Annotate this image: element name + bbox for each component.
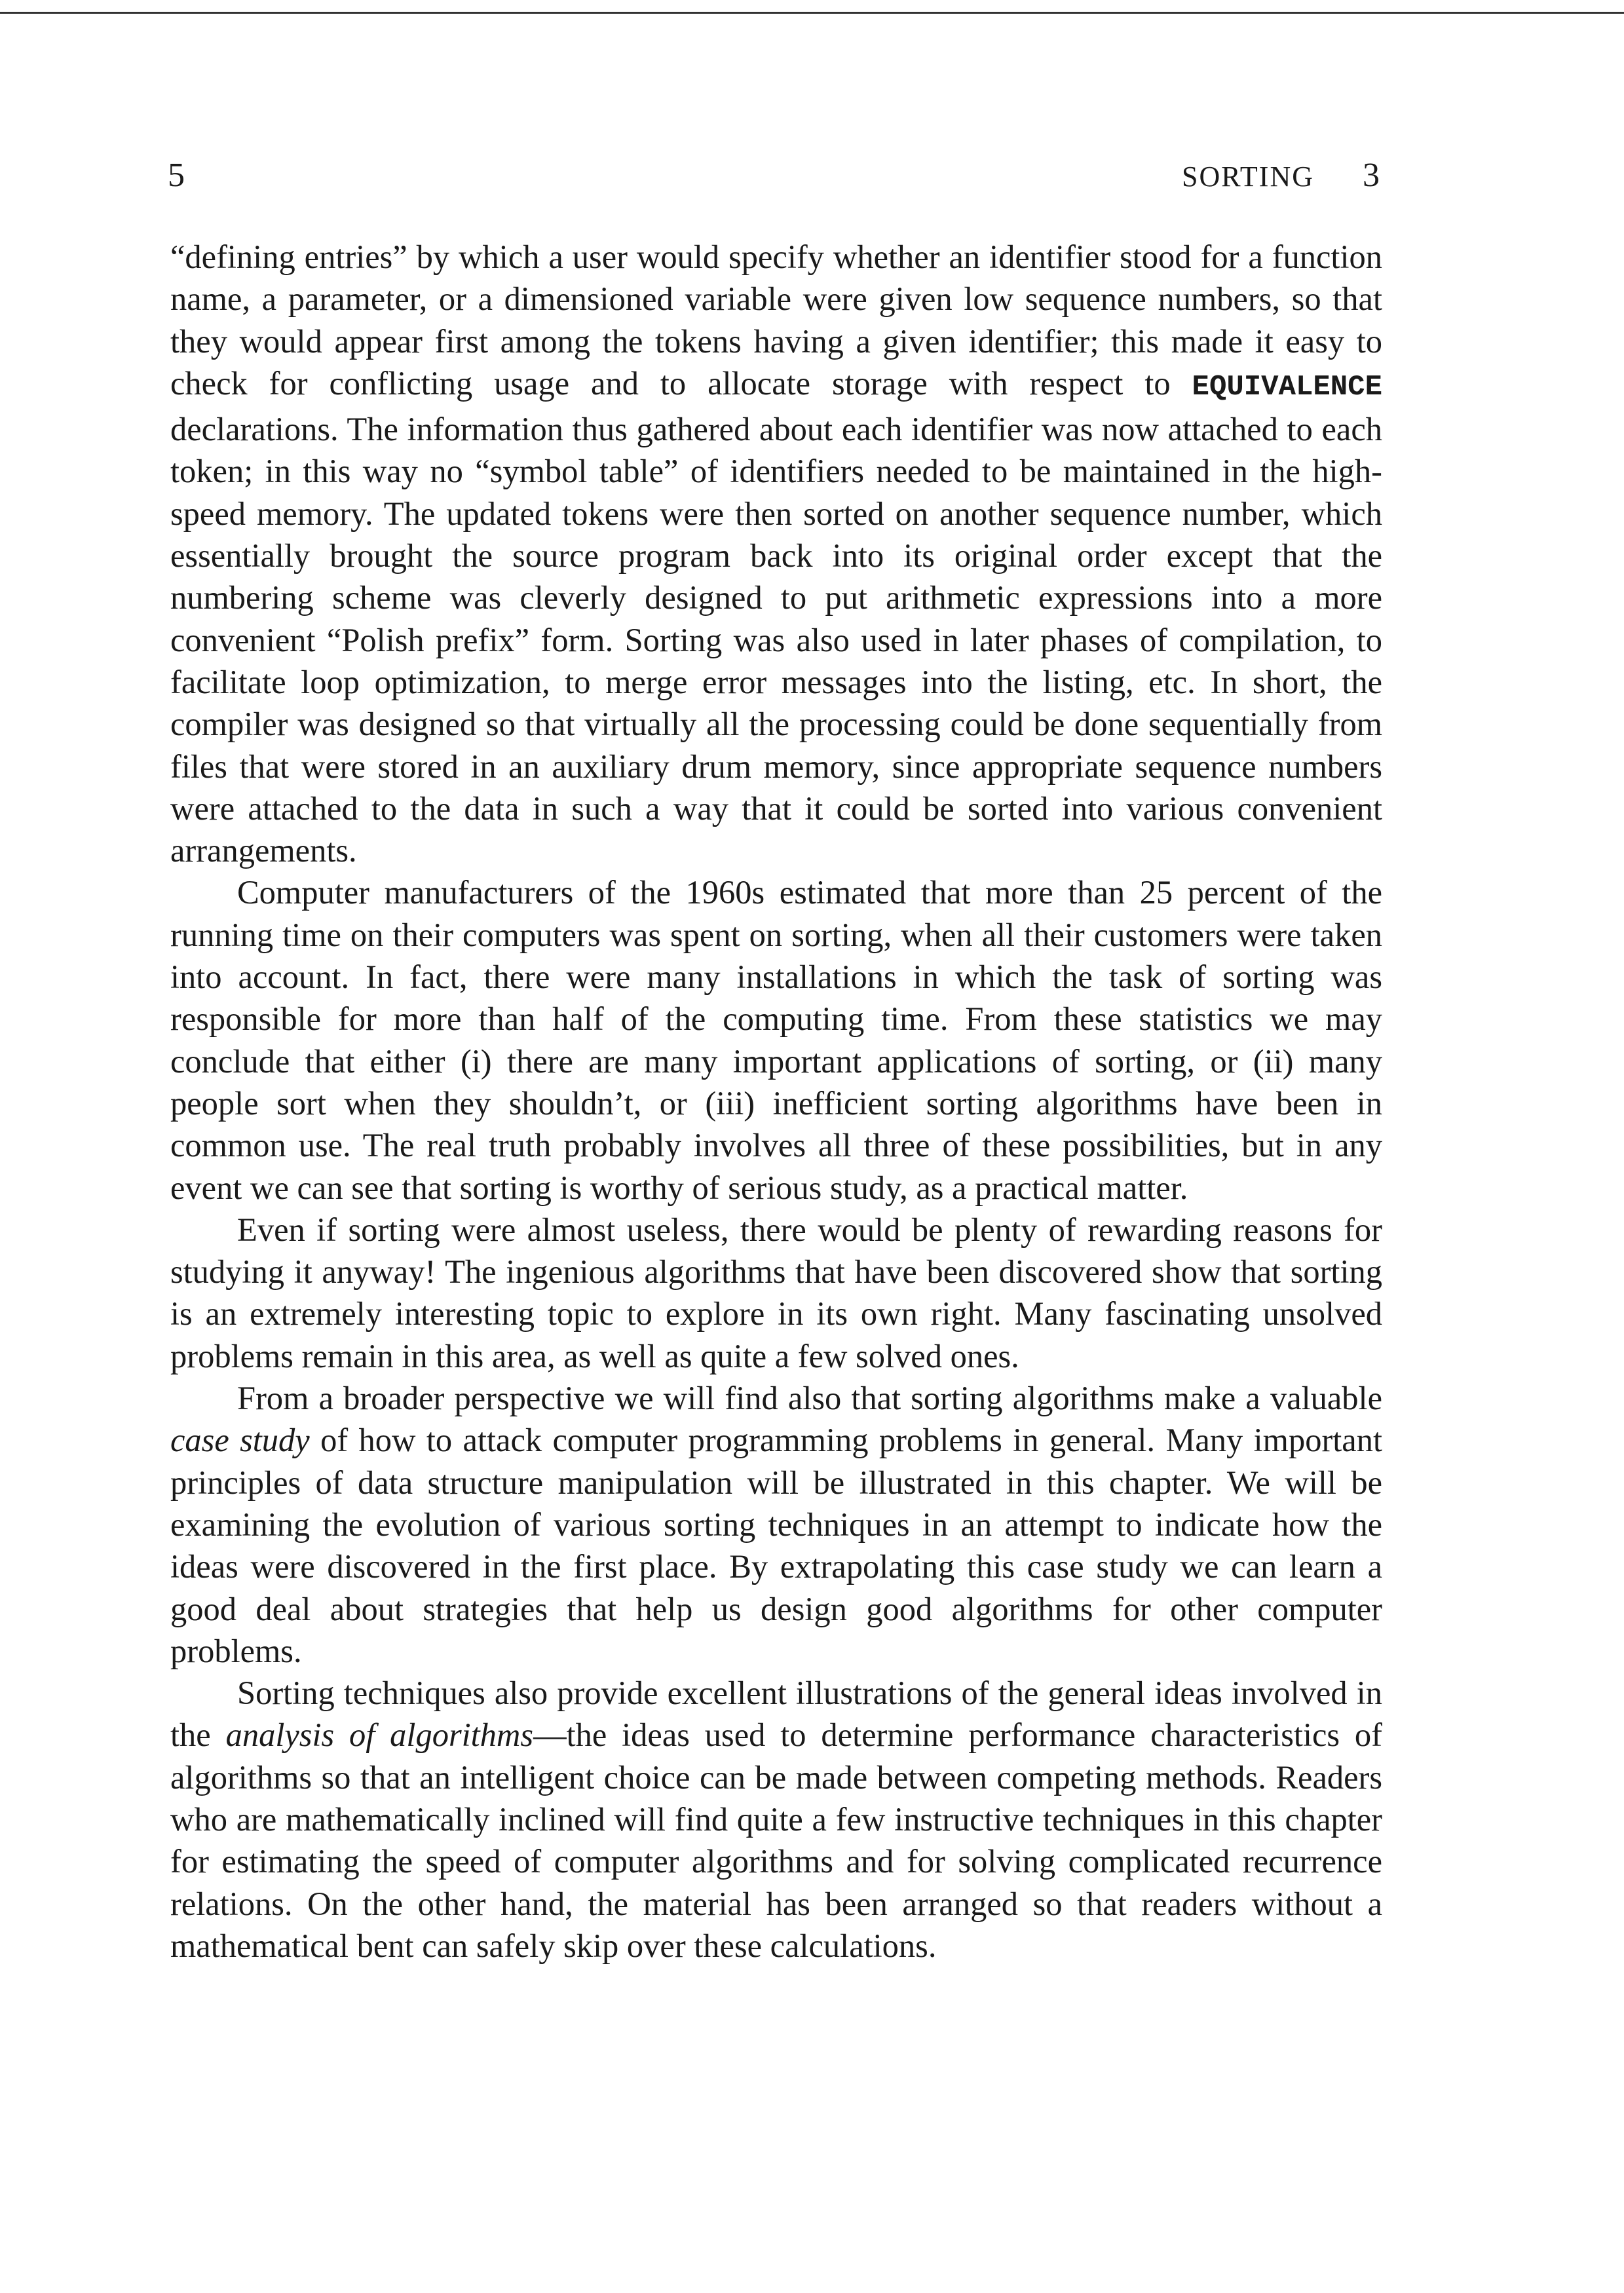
paragraph-1-part-b: declarations. The information thus gathered about each identifier was now attached to each token; in this way no “symbol table” of identifiers needed to be maintained in the high-speed memory. The updated tokens were then sorted on another sequence number, which essentially brought the source program back into its original order except that the numbering scheme was cleverly designed to put arithmetic expressions into a more convenient “Polish prefix” form. Sorting was also used in later phases of compilation, to facilitate loop optimization, to merge error messages into the listing, etc. In short, the compiler was designed so that virtually all the processing could be done sequentially from files that were stored in an auxiliary drum memory, since appropriate sequence numbers were attached to the data in such a way that it could be sorted into various convenient arrangements.: [170, 411, 1382, 869]
running-head: SORTING: [1181, 161, 1314, 193]
paragraph-4-part-a: From a broader perspective we will find also that sorting algorithms make a valuable: [237, 1380, 1382, 1417]
body-text: [170, 236, 1382, 1967]
top-rule: [0, 12, 1624, 14]
equivalence-keyword: EQUIVALENCE: [1192, 370, 1382, 404]
page-header: [168, 156, 1380, 202]
case-study-emphasis: case study: [170, 1422, 310, 1459]
paragraph-2: Computer manufacturers of the 1960s estimated that more than 25 percent of the running time on their computers was spent on sorting, when all their customers were taken into account. In fact, there were many installations in which the task of sorting was responsible for more than half of the computing time. From these statistics we may conclude that either (i) there are many important applications of sorting, or (ii) many people sort when they shouldn’t, or (iii) inefficient sorting algorithms have been in common use. The real truth probably involves all three of these possibilities, but in any event we can see that sorting is worthy of serious study, as a practical matter.: [170, 874, 1382, 1206]
paragraph-1-part-a: “defining entries” by which a user would specify whether an identifier stood for a function name, a parameter, or a dimensioned variable were given low sequence numbers, so that they would appear first among the tokens having a given identifier; this made it easy to check for conflicting usage and to allocate storage with respect to: [170, 238, 1382, 402]
paragraph-4-part-b: of how to attack computer programming problems in general. Many important principles of data structure manipulation will be illustrated in this chapter. We will be examining the evolution of various sorting techniques in an attempt to indicate how the ideas were discovered in the first place. By extrapolating this case study we can learn a good deal about strategies that help us design good algorithms for other computer problems.: [170, 1422, 1382, 1669]
paragraph-5: [170, 1672, 1382, 1967]
paragraph-3: Even if sorting were almost useless, there would be plenty of rewarding reasons for studying it anyway! The ingenious algorithms that have been discovered show that sorting is an extremely interesting topic to explore in its own right. Many fascinating unsolved problems remain in this area, as well as quite a few solved ones.: [170, 1211, 1382, 1374]
chapter-number: 3: [1363, 157, 1380, 194]
paragraph-1: [170, 236, 1382, 871]
page-number: 5: [168, 157, 185, 194]
paragraph-5-part-a: Sorting techniques also provide excellent illustrations of the general ideas involved in the: [170, 1675, 1382, 1754]
paragraph-5-part-b: —the ideas used to determine performance characteristics of algorithms so that an intelligent choice can be made between competing methods. Readers who are mathematically inclined will find quite a few instructive techniques in this chapter for estimating the speed of computer algorithms and for solving complicated recurrence relations. On the other hand, the material has been arranged so that readers without a mathematical bent can safely skip over these calculations.: [170, 1716, 1382, 1964]
analysis-of-algorithms-emphasis: analysis of algorithms: [225, 1716, 534, 1754]
paragraph-4: [170, 1377, 1382, 1672]
